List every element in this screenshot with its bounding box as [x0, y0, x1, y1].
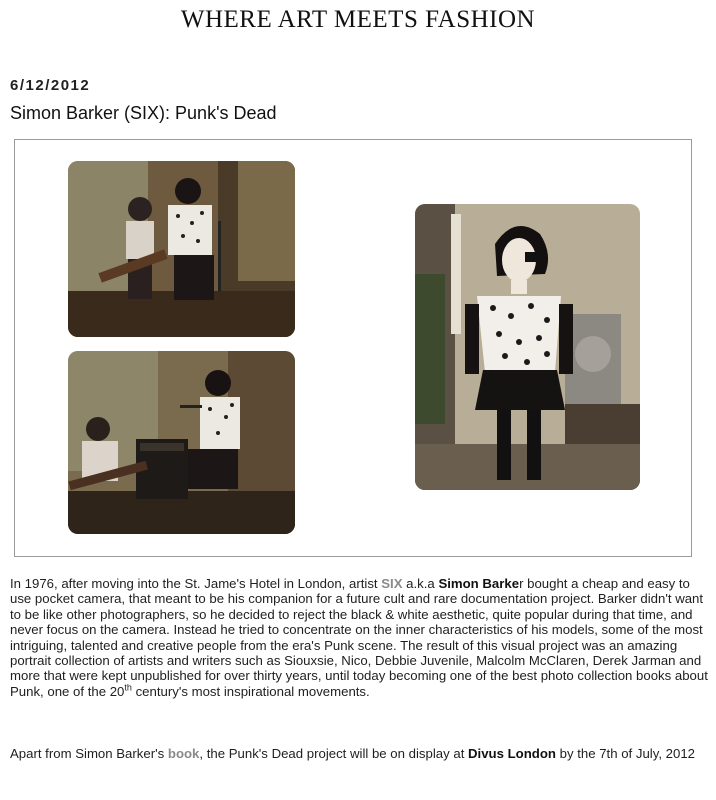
venue-name: Divus London: [468, 746, 556, 761]
paragraph-text: In 1976, after moving into the St. Jame's Hotel in London, artist: [10, 576, 382, 591]
paragraph-text: Apart from Simon Barker's: [10, 746, 168, 761]
photo-portrait-polka-dot[interactable]: [415, 204, 640, 490]
book-link[interactable]: book: [167, 746, 200, 761]
paragraph-text: by the 7th of July, 2012: [555, 746, 696, 761]
paragraph-text: a.k.a: [402, 576, 439, 591]
photo-band-stage-1[interactable]: [68, 161, 295, 337]
artist-link[interactable]: SIX: [381, 576, 403, 591]
site-title[interactable]: WHERE ART MEETS FASHION: [180, 6, 536, 33]
paragraph-text: r bought a cheap and easy to use pocket camera, that meant to be his companion for a future cult and rare documentation project. Barker didn't want to be like other photographers, so he decided to reject the black & white aesthetic, quite popular during that time, and never focus on the camera. Instead he tried to concentrate on the inner characteristics of his models, some of the most intriguing, talented and creative people from the era's Punk scene. The result of this visual project was an amazing portrait collection of artists and writers such as Siouxsie, Nico, Debbie Juvenile, Malcolm McClaren, Derek Jarman and more that were kept unpublished for over thirty years, until today becoming one of the best photo collection books about Punk, one of the 20: [10, 576, 708, 699]
article-paragraph-1: [10, 576, 710, 699]
post-title[interactable]: Simon Barker (SIX): Punk's Dead: [10, 103, 277, 123]
paragraph-text: century's most inspirational movements.: [131, 683, 370, 699]
superscript: th: [124, 682, 132, 693]
photo-collage: [14, 139, 692, 557]
paragraph-text: , the Punk's Dead project will be on display at: [199, 746, 469, 761]
photo-band-stage-2[interactable]: [68, 351, 295, 534]
artist-name: Simon Barke: [438, 576, 520, 591]
article-paragraph-2: [10, 746, 710, 761]
post-date: 6/12/2012: [10, 77, 91, 94]
